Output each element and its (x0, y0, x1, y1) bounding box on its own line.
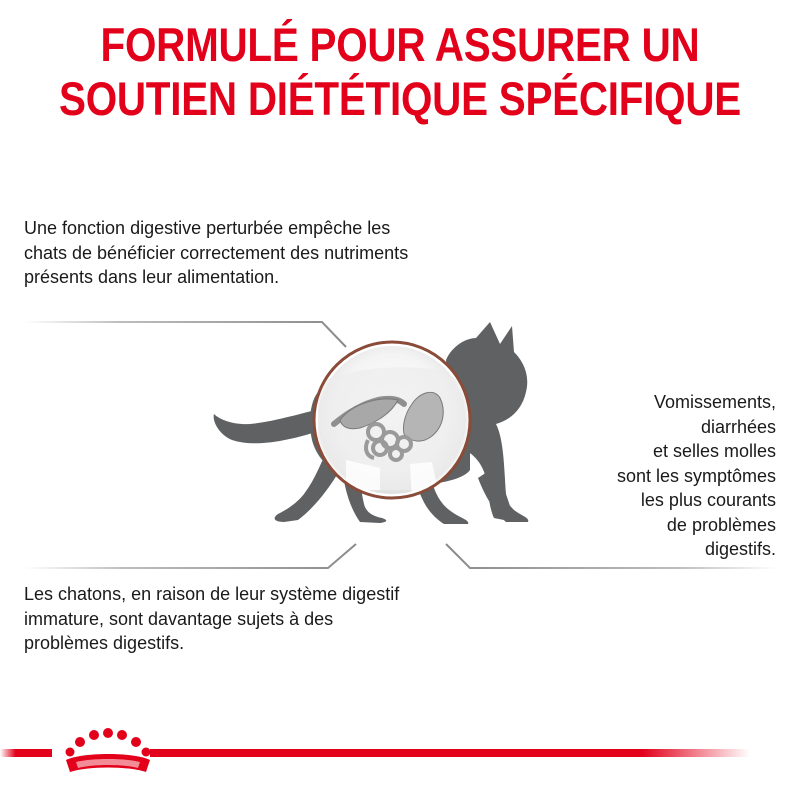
leader-line-top-left (24, 322, 346, 347)
headline-line-1: FORMULÉ POUR ASSURER UN (100, 18, 700, 71)
crown-icon (66, 728, 151, 772)
callout-right (516, 390, 776, 562)
headline-line-2: SOUTIEN DIÉTÉTIQUE SPÉCIFIQUE (58, 72, 741, 125)
callout-right-line: les plus courants (640, 490, 776, 510)
callout-right-line: Vomissements, (653, 392, 776, 412)
leader-line-bottom-left (24, 544, 356, 568)
callout-bottom-left: Les chatons, en raison de leur système digestif immature, sont davantage sujets à des problèmes digestifs. (24, 584, 400, 653)
callout-right-line: et selles molles (652, 441, 776, 461)
callout-right-line: digestifs. (704, 539, 776, 559)
callout-top-left: Une fonction digestive perturbée empêche les chats de bénéficier correctement des nutriments présents dans leur alimentation. (24, 218, 409, 287)
callout-right-line: diarrhées (700, 416, 776, 437)
digestive-inset (314, 342, 470, 500)
callout-right-line: sont les symptômes (616, 465, 776, 486)
callout-right-line: de problèmes (666, 514, 776, 535)
